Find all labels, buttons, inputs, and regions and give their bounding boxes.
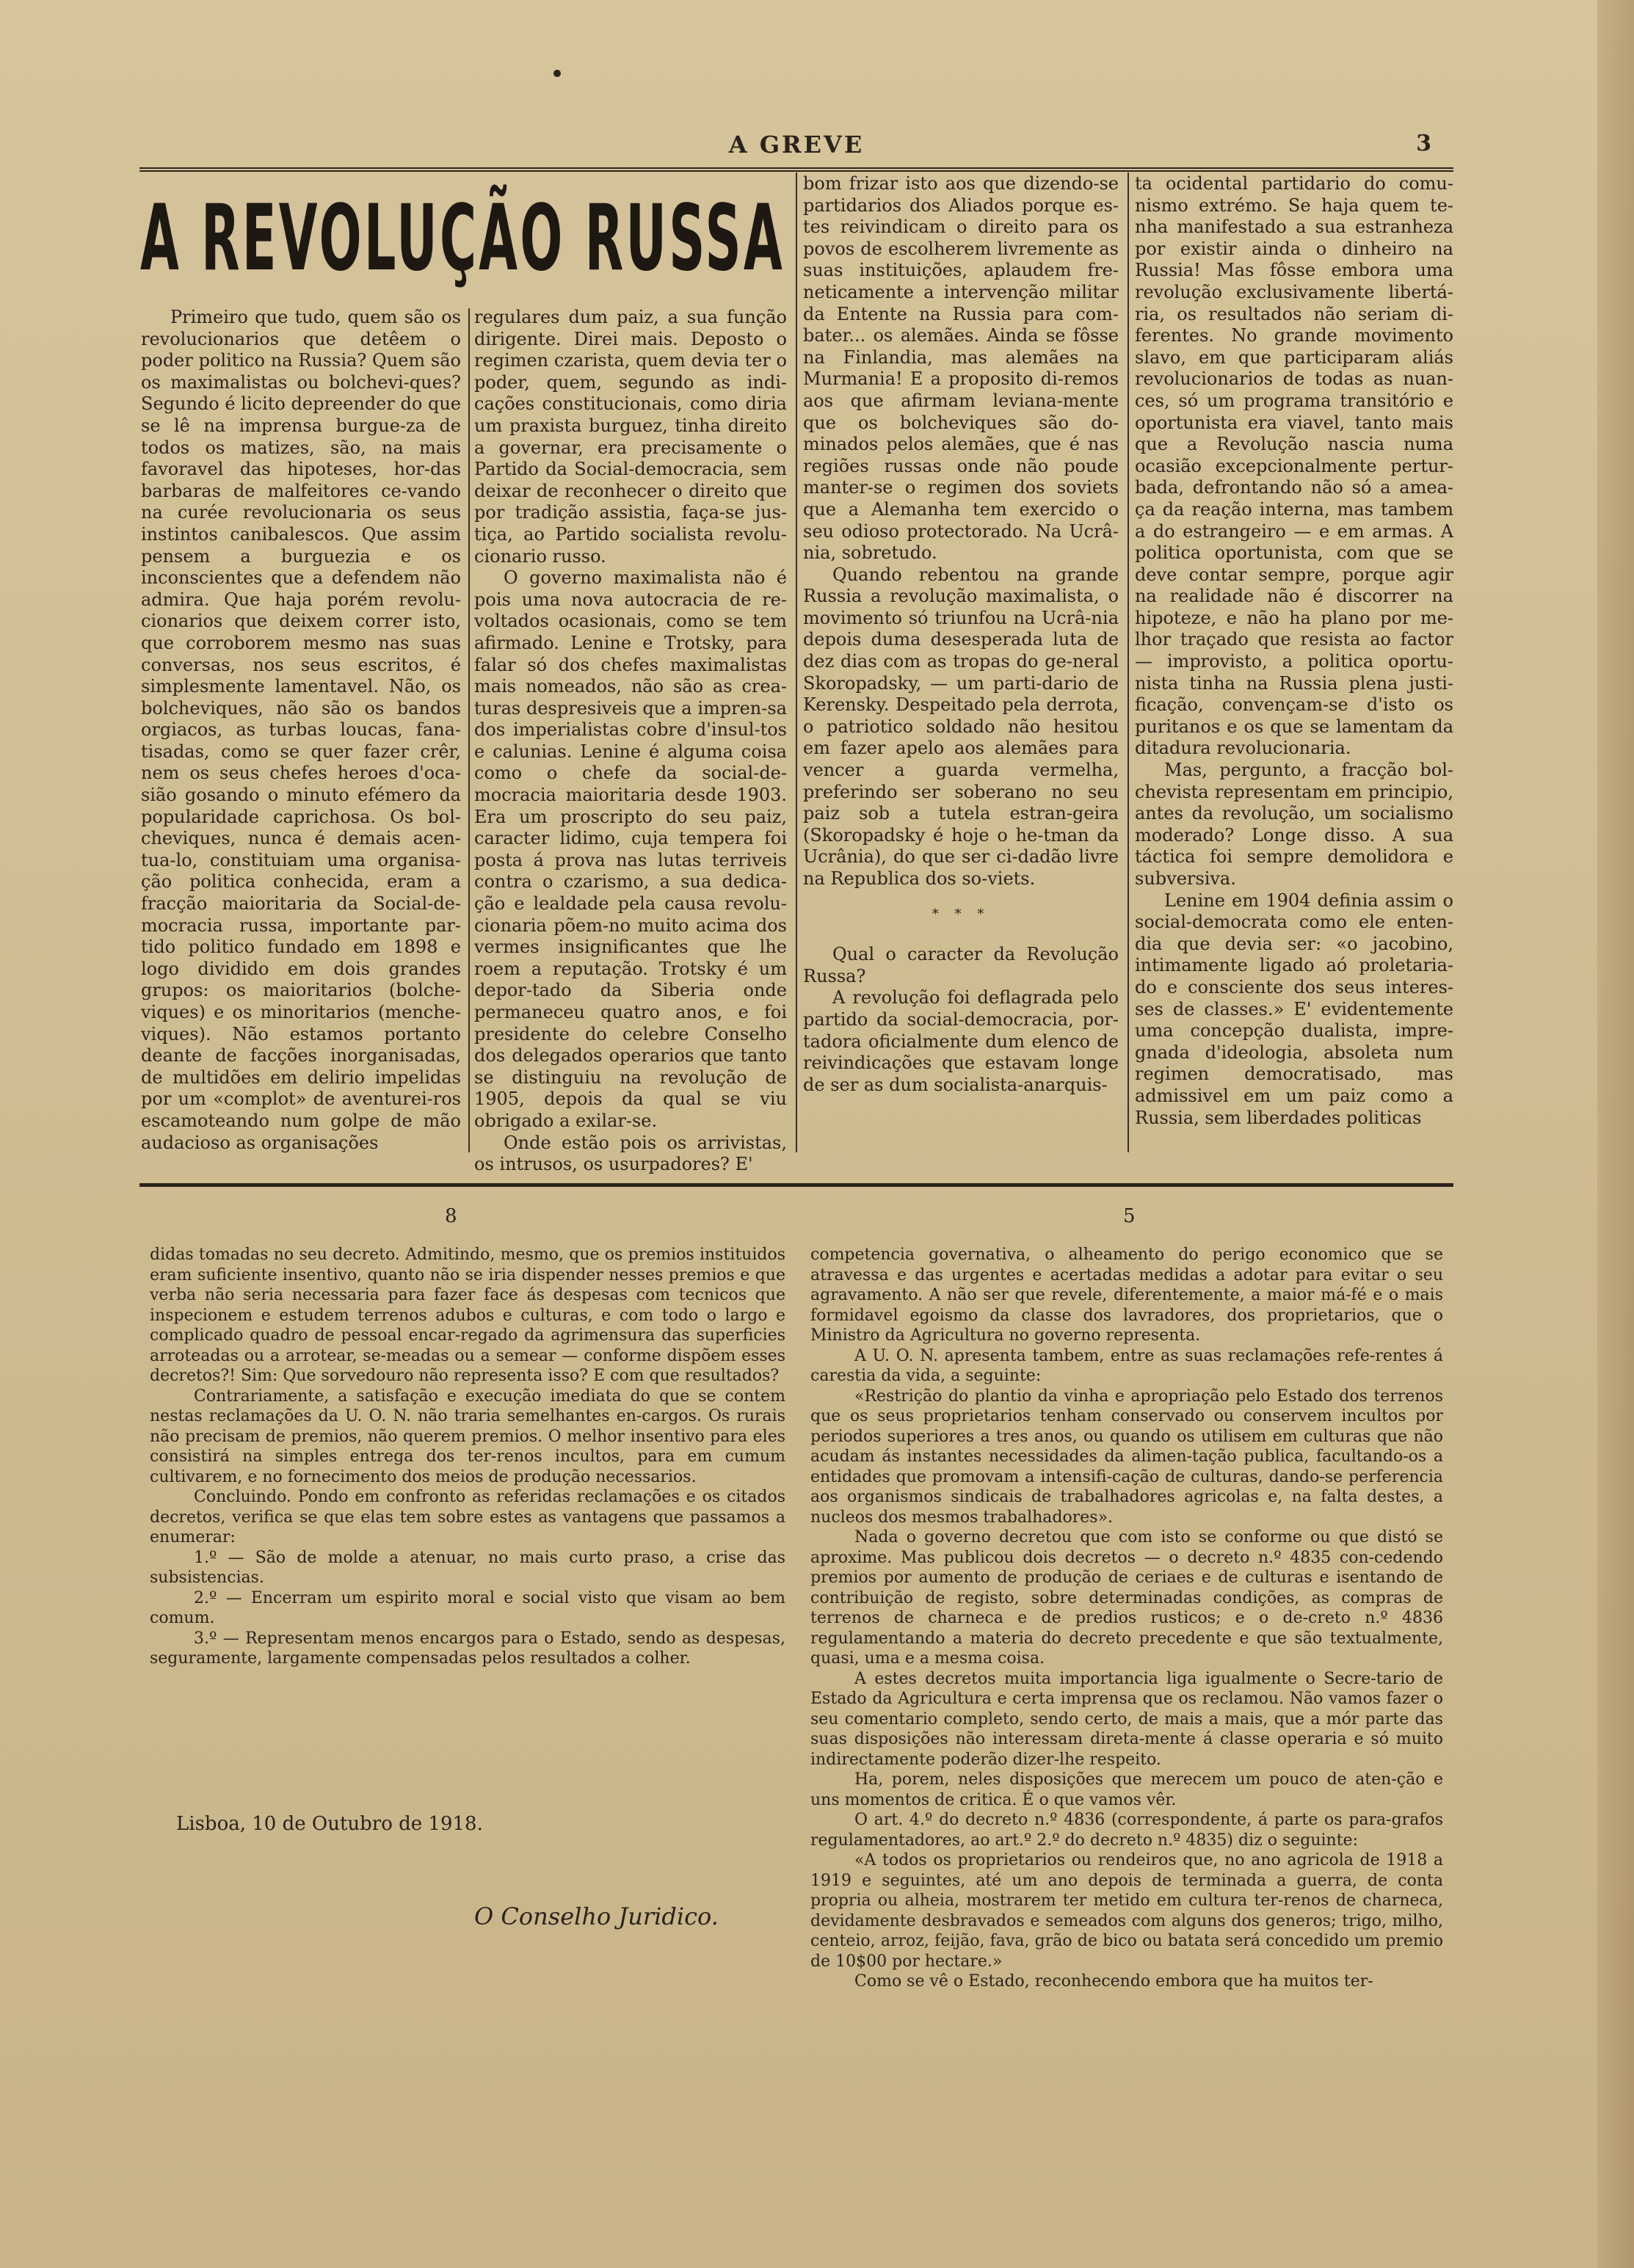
paragraph: Como se vê o Estado, reconhecendo embora que ha muitos ter- (854, 1972, 1373, 1991)
paragraph: Nada o governo decretou que com isto se conforme ou que distó se aproxime. Mas publicou dois decretos — o decreto n.º 4835 con-cedendo premios por aumento de produção de ceriaes e de culturas e isentando de contribuição de registo, sobre determinadas condições, as compras de terrenos de charneca e de predios rusticos; e o de-creto n.º 4836 regulamentando a materia do decreto precedente e que são textualmente, quasi, uma e a mesma coisa. (810, 1528, 1443, 1668)
signature: O Conselho Juridico. (474, 1902, 719, 1930)
lower-right-text (810, 1245, 1443, 2089)
paragraph: Concluindo. Pondo em confronto as referidas reclamações e os citados decretos, verifica se que elas tem sobre estes as vantagens que passamos a enumerar: (150, 1488, 785, 1546)
paragraph: Quando rebentou na grande Russia a revolução maximalista, o movimento só triunfou na Ucrâ-nia depois duma desesperada luta de dez dias com as tropas do ge-neral Skoropadsky, — um parti-dario de Kerensky. Despeitado pela derrota, o patriotico soldado não hesitou em fazer apelo aos alemães para vencer a guarda vermelha, preferindo ser soberano no seu paiz sob a tutela estran-geira (Skoropadsky é hoje o he-tman da Ucrânia), do que ser ci-dadão livre na Republica dos so-viets. (803, 564, 1119, 889)
paragraph: bom frizar isto aos que dizendo-se partidarios dos Aliados porque es-tes reivindicam o direito para os povos de escolherem livremente as suas instituições, aplaudem fre-neticamente a intervenção militar da Entente na Russia para com-bater... os alemães. Ainda se fôsse na Finlandia, mas alemães na Murmania! E a proposito di-remos aos que afirmam levianа-mente que os bolcheviques são do-minados pelos alemães, que é nas regiões russas onde não poude manter-se o regimen dos soviets que a Alemanha tem exercido o seu odioso protectorado. Na Ucrâ-nia, sobretudo. (803, 173, 1119, 564)
newspaper-title: A GREVE (728, 131, 865, 159)
paragraph: Qual o caracter da Revolução Russa? (803, 944, 1119, 986)
paragraph: ta ocidental partidario do comu-nismo extrémo. Se haja quem te-nha manifestado a sua estranheza por existir ainda o dinheiro na Russia! Mas fôsse embora uma revolução exclusivamente libertá-ria, os resultados não seriam di-ferentes. No grande movimento slavo, em que participaram aliás revolucionarios de todas as nuan-ces, só um programa transitório e oportunista era viavel, tanto mais que a Revolução nascia numa ocasião excepcionalmente pertur-bada, defrontando não só a amea-ça da reação interna, mas tambem a do estrangeiro — e em armas. A politica oportunista, com que se deve contar sempre, porque agir na realidade não é discorrer na hipoteze, e não ha plano por me-lhor traçado que resista ao factor — improvisto, a politica oportu-nista tinha na Russia plena justi-ficação, convençam-se d'isto os puritanos e os que se lamentam da ditadura revolucionaria. (1135, 173, 1453, 759)
list-item: 1.º — São de molde a atenuar, no mais curto praso, a crise das subsistencias. (150, 1548, 785, 1587)
paragraph: Ha, porem, neles disposições que merecem um pouco de aten-ção e uns momentos de critica. É o que vamos vêr. (810, 1770, 1443, 1809)
paragraph: O governo maximalista não é pois uma nova autocracia de re-voltados ocasionais, como se tem afirmado. Lenine e Trotsky, para falar só dos chefes maximalistas mais nomeados, não são as crea-turas despresiveis que a impren-sa dos imperialistas cobre d'insul-tos e calunias. Lenine é alguma coisa como o chefe da social-de-mocracia maioritaria desde 1903. Era um proscripto do seu paiz, caracter lidimo, cuja tempera foi posta á prova nas lutas terriveis contra o czarismo, a sua dedica-ção e lealdade pela causa revolu-cionaria põem-no muito acima dos vermes insignificantes que lhe roem a reputação. Trotsky é um depor-tado da Siberia onde permaneceu quatro anos, e foi presidente do celebre Conselho dos delegados operarios que tanto se distinguiu na revolução de 1905, depois da qual se viu obrigado a exilar-se. (474, 567, 787, 1131)
paragraph: Lenine em 1904 definia assim o social-democrata como ele enten-dia que devia ser: «o jacobino, intimamente ligado aó proletaria-do e consciente dos seus interes-ses de classes.» E' evidentemente uma concepção dualista, impre-gnada d'ideologia, absoleta num regimen democratisado, mas admissivel em um paiz como a Russia, sem liberdades politicas (1135, 890, 1453, 1128)
list-item: 2.º — Encerram um espirito moral e social visto que visam ao bem comum. (150, 1588, 785, 1627)
section-separator: * * * (932, 906, 990, 922)
paragraph: Contrariamente, a satisfação e execução imediata do que se contem nestas reclamações da U. O. N. não traria semelhantes en-cargos. Os rurais não precisam de premios, não querem premios. O melhor insentivo para eles consistirá na simples entrega dos ter-renos incultos, para em cumum cultivarem, e no fornecimento dos meios de produção necessarios. (150, 1386, 785, 1486)
paragraph: A U. O. N. apresenta tambem, entre as suas reclamações refe-rentes á carestia da vida, a seguinte: (810, 1346, 1443, 1385)
paragraph: «Restrição do plantio da vinha e apropriação pelo Estado dos terrenos que os seus proprietarios tenham conservado ou conservem incultos por periodos superiores a tres anos, ou quando os utilisem em culturas que não acudam ás instantes necessidades da alimen-tação publica, facultando-os a entidades que promovam a intensifi-cação de culturas, dando-se perferencia aos organismos sindicais de trabalhadores agricolas e, na falta destes, a nucleos dos mesmos trabalhadores». (810, 1386, 1443, 1527)
article-column-1 (141, 307, 461, 1151)
page-header (139, 131, 1453, 172)
section-divider (139, 1183, 1453, 1187)
lower-left-text (150, 1245, 785, 1773)
page-number: 3 (1416, 131, 1431, 156)
article-column-3 (803, 173, 1119, 1151)
date-line: Lisboa, 10 de Outubro de 1918. (176, 1813, 483, 1835)
column-rule (1128, 172, 1129, 1152)
lower-right-page-number: 5 (1123, 1205, 1136, 1227)
paragraph: Onde estão pois os arrivistas, os intrusos, os usurpadores? E' (474, 1132, 787, 1175)
paragraph: O art. 4.º do decreto n.º 4836 (correspondente, á parte os para-grafos regulamentadores, ao art.º 2.º do decreto n.º 4835) diz o seguinte: (810, 1811, 1443, 1850)
paragraph: A estes decretos muita importancia liga igualmente o Secre-tario de Estado da Agricultura e certa imprensa que os reclamou. Não vamos fazer o seu comentario completo, sendo certo, de mais a mais, que a mór parte das suas disposições não interessam direta-mente á classe operaria e só muito indirectamente poderão dizer-lhe respeito. (810, 1669, 1443, 1769)
paragraph: regulares dum paiz, a sua função dirigente. Direi mais. Deposto o regimen czarista, quem devia ter o poder, quem, segundo as indi-cações constitucionais, como diria um praxista burguez, tinha direito a governar, era precisamente o Partido da Social-democracia, sem deixar de reconhecer o direito que por tradição assistia, faça-se jus-tiça, ao Partido socialista revolu-cionario russo. (474, 307, 787, 567)
column-rule (468, 308, 470, 1152)
lower-left-page-number: 8 (445, 1205, 457, 1227)
column-rule (796, 172, 797, 1152)
paragraph: Mas, pergunto, a fracção bol-chevista representam em principio, antes da revolução, um socialismo moderado? Longe disso. A sua táctica foi sempre demolidora e subversiva. (1135, 760, 1453, 889)
article-column-4 (1135, 173, 1453, 1151)
list-item: 3.º — Representam menos encargos para o Estado, sendo as despesas, seguramente, largamente compensadas pelos resultados a colher. (150, 1629, 785, 1668)
article-column-2 (474, 307, 787, 1175)
paragraph: Primeiro que tudo, quem são os revolucionarios que detêem o poder politico na Russia? Quem são os maximalistas ou bolchevi-ques? Segundo é licito depreender do que se lê na imprensa burgue-za de todos os matizes, são, na mais favoravel das hipoteses, hor-das barbaras de malfeitores ce-vando na curée revolucionaria os seus instintos canibalescos. Que assim pensem a burguezia e os inconscientes que a defendem não admira. Que haja porém revolu-cionarios que deixem correr isto, que corroborem mesmo nas suas conversas, nos seus escritos, é simplesmente lamentavel. Não, os bolcheviques, não são os bandos orgiacos, as turbas loucas, fana-tisadas, como se quer fazer crêr, nem os seus chefes heroes d'oca-sião gosando o minuto efémero da popularidade caprichosa. Os bol-cheviques, nunca é demais acen-tua-lo, constituiam uma organisa-ção politica conhecida, eram a fracção maioritaria da Social-de-mocracia russa, importante par-tido politico fundado em 1898 e logo dividido em dois grandes grupos: os maioritarios (bolche-viques) e os minoritarios (menche-viques). Não estamos portanto deante de facções inorganisadas, de multidões em delirio impelidas por um «complot» de aventurei-ros escamoteando num golpe de mão audacioso as organisações (141, 307, 461, 1153)
paragraph: A revolução foi deflagrada pelo partido da social-democracia, por-tadora oficialmente dum elenco de reivindicações que estavam longe de ser as dum socialista-anarquis- (803, 987, 1119, 1095)
paragraph: «A todos os proprietarios ou rendeiros que, no ano agricola de 1918 a 1919 e seguintes, até um ano depois de terminada a guerra, de conta propria ou alheia, mostrarem ter metido em cultura ter-renos de charneca, devidamente desbravados e semeados com alguns dos generos; trigo, milho, centeio, arroz, feijão, fava, grão de bico ou batata será concedido um premio de 10$00 por hectare.» (810, 1851, 1443, 1971)
page-edge (1597, 0, 1634, 2268)
ink-dot (553, 70, 561, 77)
paragraph: didas tomadas no seu decreto. Admitindo, mesmo, que os premios instituidos eram suficiente insentivo, quanto não se iria dispender nesses premios e que verba não seria necessaria para fazer face ás despesas com tecnicos que inspecionem e estudem terrenos adubos e culturas, e com todo o largo e complicado quadro de pessoal encar-regado da agrimensura das superficies arroteadas ou a arrotear, se-meadas ou a semear — conforme dispõem esses decretos?! Sim: Que sorvedouro não representa isso? E com que resultados? (150, 1246, 785, 1385)
paragraph: competencia governativa, o alheamento do perigo economico que se atravessa e das urgentes e acertadas medidas a adotar para evitar o seu agravamento. A não ser que revele, diferentemente, a maior má-fé e o mais formidavel egoismo da classe dos lavradores, dos proprietarios, que o Ministro da Agricultura no governo representa. (810, 1246, 1443, 1345)
article-headline: A REVOLUÇÃO RUSSA (139, 186, 785, 291)
